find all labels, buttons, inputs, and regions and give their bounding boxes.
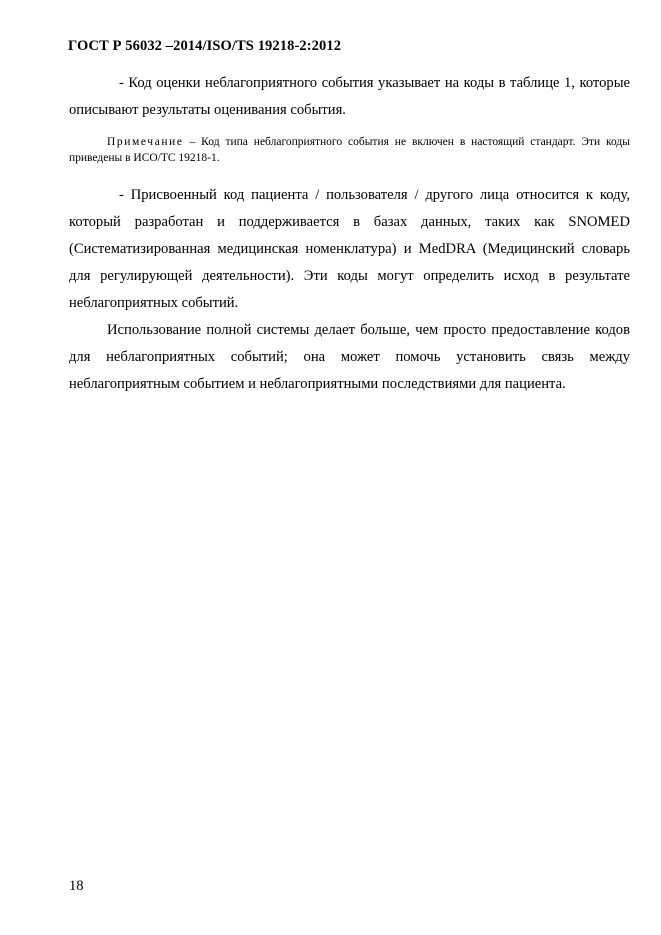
note-label: Примечание xyxy=(107,136,184,148)
paragraph-event-assessment-code: - Код оценки неблагоприятного события указывает на коды в таблице 1, которые описывают результаты оценивания события. xyxy=(69,75,630,118)
paragraph-patient-code: - Присвоенный код пациента / пользователя / другого лица относится к коду, который разработан и поддерживается в базах данных, таких как SNOMED (Систематизированная медицинская номенклатура) и MedDRA (Медицинский словарь для регулирующей деятельности). Эти коды могут определить исход в результате неблагоприятных событий. xyxy=(69,187,630,311)
page-body xyxy=(69,70,630,398)
document-header: ГОСТ Р 56032 –2014/ISO/TS 19218-2:2012 xyxy=(68,38,342,54)
paragraph-full-system: Использование полной системы делает больше, чем просто предоставление кодов для неблагоприятных событий; она может помочь установить связь между неблагоприятным событием и неблагоприятными последствиями для пациента. xyxy=(69,322,630,392)
note-block xyxy=(69,134,630,166)
page-number: 18 xyxy=(69,878,84,894)
note-text: – Код типа неблагоприятного события не включен в настоящий стандарт. Эти коды приведены в ИСО/ТС 19218-1. xyxy=(69,136,630,164)
